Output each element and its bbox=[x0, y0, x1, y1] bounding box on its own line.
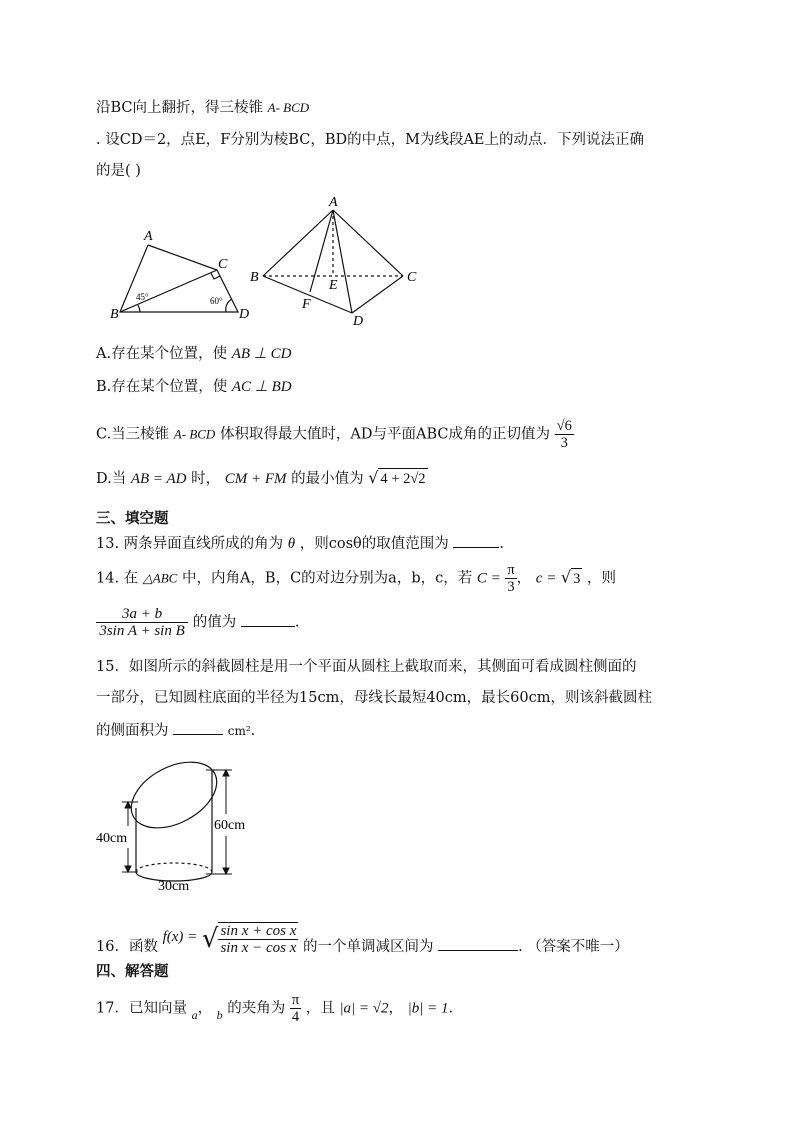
q15-answer-blank[interactable] bbox=[173, 720, 223, 735]
figure-cut-cylinder bbox=[94, 750, 264, 900]
q14-triangle: △ABC bbox=[142, 570, 178, 586]
q12-option-b bbox=[96, 377, 292, 397]
label-30cm: 30cm bbox=[158, 879, 190, 894]
q12-option-d bbox=[96, 468, 428, 489]
q14-number: 14. bbox=[96, 570, 120, 587]
q17-vector-a: a bbox=[191, 1007, 198, 1022]
q14-three: 3 bbox=[507, 579, 515, 595]
q13-number: 13. bbox=[96, 536, 120, 552]
q14-C-eq: C = bbox=[476, 570, 501, 587]
option-d-mid: 时， bbox=[191, 471, 221, 487]
q17-four: 4 bbox=[291, 1009, 300, 1025]
tetrahedron-label: A- BCD bbox=[267, 100, 310, 115]
q13-answer-blank[interactable] bbox=[453, 533, 499, 548]
q17-pi: π bbox=[291, 992, 300, 1008]
label-C-right: C bbox=[407, 270, 417, 285]
option-b-math: AC ⊥ BD bbox=[231, 379, 292, 395]
q14-frac-den: 3sin A + sin B bbox=[99, 623, 185, 639]
q13-text2: ，则cosθ的取值范围为 bbox=[299, 536, 449, 552]
option-b-text: B.存在某个位置，使 bbox=[96, 379, 228, 395]
q16-radicand bbox=[218, 922, 298, 956]
q17-text1: 17．已知向量 bbox=[96, 1000, 187, 1017]
radical-sign: √ bbox=[201, 924, 219, 954]
q15-line3 bbox=[96, 720, 255, 741]
q15-unit: cm² bbox=[227, 724, 251, 738]
q14-sqrt3: 3 bbox=[571, 568, 582, 589]
q14-line1: 14. 在 △ABC 中，内角A，B，C的对边分别为a，b，c，若 C = $\frac{\pi}{3}$ ， c = √ 3 ，则 bbox=[96, 562, 616, 595]
q12-line1-text: 沿BC向上翻折，得三棱锥 bbox=[96, 100, 264, 116]
label-A-left: A bbox=[144, 229, 153, 244]
angle-60-label: 60° bbox=[210, 296, 223, 306]
q17-pi-over-4 bbox=[290, 992, 301, 1025]
q12-line3: 的是( ) bbox=[96, 163, 141, 179]
q14-end: . bbox=[294, 614, 300, 631]
q13-theta: θ bbox=[287, 536, 296, 552]
label-E-right: E bbox=[329, 278, 338, 293]
option-c-mid: 体积取得最大值时，AD与平面ABC成角的正切值为 bbox=[219, 426, 551, 443]
q14-frac-num: 3a + b bbox=[96, 606, 188, 623]
q12-option-c bbox=[96, 418, 574, 451]
section-title-fill-blank: 三、填空题 bbox=[96, 511, 169, 527]
option-a-text: A.存在某个位置，使 bbox=[96, 346, 228, 362]
q14-fraction bbox=[96, 606, 188, 639]
option-d-cond: AB = AD bbox=[130, 471, 187, 487]
q16-text2: 的一个单调减区间为 bbox=[302, 939, 434, 955]
q14-text2: 中，内角A，B，C的对边分别为a，b，c，若 bbox=[181, 570, 473, 587]
radical-sign: √ bbox=[368, 468, 379, 487]
q14-text3: 的值为 bbox=[192, 614, 237, 631]
label-D-right: D bbox=[353, 314, 364, 329]
option-d-expr: CM + FM bbox=[224, 471, 287, 487]
label-40cm: 40cm bbox=[96, 831, 128, 846]
q16-frac-den: sin x − cos x bbox=[220, 940, 297, 956]
label-C-left: C bbox=[218, 257, 228, 272]
q13 bbox=[96, 533, 504, 554]
q17-abs-a: |a| = √2 bbox=[339, 1000, 389, 1017]
q12-line2: . 设CD＝2，点E，F分别为棱BC，BD的中点，M为线段AE上的动点．下列说法正确 bbox=[96, 132, 645, 148]
option-d-text2: 的最小值为 bbox=[291, 471, 364, 487]
angle-45-label: 45° bbox=[136, 292, 149, 302]
q14-text1: 在 bbox=[123, 570, 139, 587]
q16 bbox=[96, 923, 629, 964]
q16-end: . （答案不唯一） bbox=[518, 939, 629, 955]
q13-text1: 两条异面直线所成的角为 bbox=[123, 536, 284, 552]
q12-option-a bbox=[96, 344, 291, 364]
q14-pi: π bbox=[507, 562, 515, 578]
option-a-math: AB ⊥ CD bbox=[231, 346, 292, 362]
q16-fx: f(x) = bbox=[162, 929, 198, 945]
q12-line1 bbox=[96, 98, 309, 118]
q15-line1: 15．如图所示的斜截圆柱是用一个平面从圆柱上截取而来，其侧面可看成圆柱侧面的 bbox=[96, 659, 637, 675]
pyramid-abcd bbox=[263, 210, 403, 313]
option-d-value: 4 + 2√2 bbox=[378, 468, 427, 489]
q16-answer-blank[interactable] bbox=[438, 936, 518, 951]
q14-then: ，则 bbox=[586, 570, 616, 587]
q15-text: 的侧面积为 bbox=[96, 723, 169, 739]
label-A-right: A bbox=[329, 195, 338, 210]
q17: 17．已知向量 $_a$， $_b$ 的夹角为 $\frac{\pi}{4}$ ，且 |a| = √2， |b| = 1. bbox=[96, 992, 454, 1025]
q17-abs-b: |b| = 1 bbox=[407, 1000, 449, 1017]
q14-answer-blank[interactable] bbox=[241, 612, 295, 627]
option-c-fraction bbox=[555, 418, 574, 451]
option-c-tet: A- BCD bbox=[173, 426, 216, 442]
label-60cm: 60cm bbox=[214, 818, 246, 833]
q14-line2 bbox=[96, 606, 299, 639]
q16-frac-num: sin x + cos x bbox=[220, 923, 297, 939]
q15-end: . bbox=[250, 723, 256, 739]
option-c-frac-den: 3 bbox=[560, 435, 568, 451]
option-c-frac-num: √6 bbox=[556, 418, 572, 434]
q17-text2: 的夹角为 bbox=[227, 1000, 286, 1017]
section-title-solve: 四、解答题 bbox=[96, 964, 169, 980]
radical-sign: √ bbox=[560, 567, 572, 587]
q14-c-eq: c = bbox=[535, 570, 557, 587]
q15-line2: 一部分，已知圆柱底面的半径为15cm，母线长最短40cm，最长60cm，则该斜截圆柱 bbox=[96, 690, 652, 706]
label-D-left: D bbox=[239, 307, 250, 322]
q14-pi-over-3 bbox=[505, 562, 516, 595]
label-F-right: F bbox=[302, 297, 311, 312]
q17-end: . bbox=[448, 1000, 454, 1017]
label-B-right: B bbox=[250, 270, 259, 285]
q16-text1: 16．函数 bbox=[96, 939, 158, 955]
figure-fold-tetrahedron bbox=[100, 192, 430, 332]
label-B-left: B bbox=[110, 307, 119, 322]
option-c-text: C.当三棱锥 bbox=[96, 426, 170, 443]
option-d-text: D.当 bbox=[96, 471, 127, 487]
q13-end: . bbox=[499, 536, 505, 552]
q17-vector-b: b bbox=[216, 1007, 223, 1022]
q17-text3: ，且 bbox=[305, 1000, 335, 1017]
